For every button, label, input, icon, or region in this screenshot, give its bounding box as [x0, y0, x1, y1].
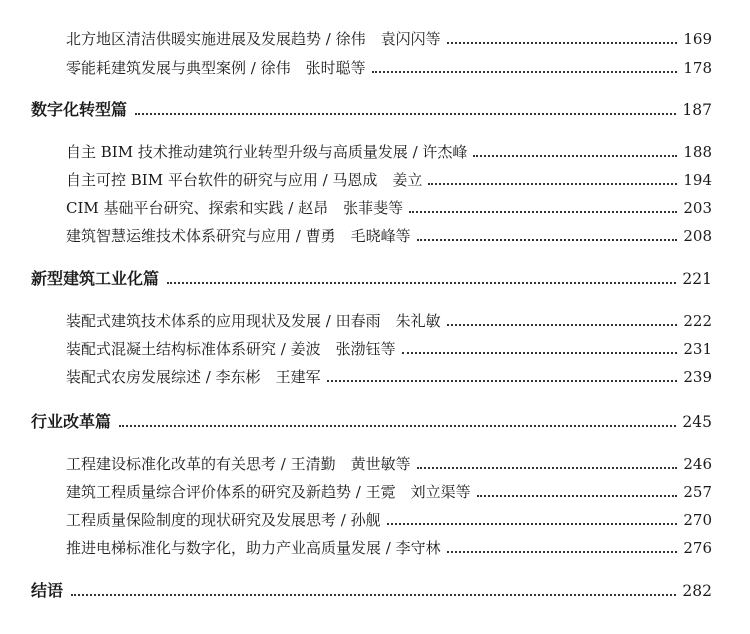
dot-leader	[167, 282, 676, 284]
dot-leader	[428, 183, 677, 185]
toc-page-number: 208	[683, 227, 712, 245]
dot-leader	[447, 42, 678, 44]
toc-page-number: 203	[683, 199, 712, 217]
dot-leader	[447, 551, 678, 553]
toc-entry	[66, 541, 712, 556]
toc-section-title: 行业改革篇	[31, 412, 112, 431]
dot-leader	[409, 211, 677, 213]
toc-entry	[66, 229, 712, 244]
toc-section-title: 结语	[31, 581, 64, 600]
dot-leader	[402, 352, 678, 354]
toc-page-number: 194	[683, 171, 712, 189]
toc-entry	[66, 173, 712, 188]
toc-entry-title: 建筑智慧运维技术体系研究与应用 / 曹勇 毛晓峰等	[66, 227, 411, 245]
toc-entry	[66, 485, 712, 500]
dot-leader	[71, 594, 676, 596]
toc-entry-title: 零能耗建筑发展与典型案例 / 徐伟 张时聪等	[66, 59, 366, 77]
toc-page-number: 246	[683, 455, 712, 473]
dot-leader	[119, 425, 676, 427]
toc-page-number: 222	[683, 312, 712, 330]
toc-section	[31, 102, 712, 118]
dot-leader	[135, 113, 676, 115]
toc-page-number: 282	[682, 581, 712, 600]
toc-page-number: 178	[683, 59, 712, 77]
toc-page-number: 188	[683, 143, 712, 161]
toc-entry-title: CIM 基础平台研究、探索和实践 / 赵昂 张菲斐等	[66, 199, 404, 217]
toc-entry-title: 工程建设标准化改革的有关思考 / 王清勤 黄世敏等	[66, 455, 411, 473]
dot-leader	[473, 155, 677, 157]
toc-entry-title: 装配式混凝土结构标准体系研究 / 姜波 张渤钰等	[66, 340, 396, 358]
toc-entry-title: 自主可控 BIM 平台软件的研究与应用 / 马恩成 姜立	[66, 171, 423, 189]
toc-page-number: 169	[683, 30, 712, 48]
toc-entry	[66, 370, 712, 385]
toc-entry-title: 装配式农房发展综述 / 李东彬 王建军	[66, 368, 321, 386]
toc-entry-title: 推进电梯标准化与数字化，助力产业高质量发展 / 李守林	[66, 539, 441, 557]
toc-section	[31, 583, 712, 599]
dot-leader	[387, 523, 678, 525]
toc-section-title: 新型建筑工业化篇	[31, 269, 160, 288]
toc-page-number: 270	[683, 511, 712, 529]
dot-leader	[327, 380, 678, 382]
toc-page-number: 231	[683, 340, 712, 358]
toc-entry	[66, 32, 712, 47]
dot-leader	[417, 467, 678, 469]
toc-page-number: 239	[683, 368, 712, 386]
toc-section-title: 数字化转型篇	[31, 100, 128, 119]
toc-entry-title: 建筑工程质量综合评价体系的研究及新趋势 / 王霓 刘立渠等	[66, 483, 471, 501]
dot-leader	[372, 71, 678, 73]
toc-entry	[66, 61, 712, 76]
dot-leader	[417, 239, 678, 241]
toc-entry-title: 工程质量保险制度的现状研究及发展思考 / 孙舰	[66, 511, 381, 529]
toc-section	[31, 414, 712, 430]
toc-page-number: 257	[683, 483, 712, 501]
toc-entry	[66, 314, 712, 329]
toc-entry-title: 北方地区清洁供暖实施进展及发展趋势 / 徐伟 袁闪闪等	[66, 30, 441, 48]
toc-page-number: 276	[683, 539, 712, 557]
toc-entry-title: 装配式建筑技术体系的应用现状及发展 / 田春雨 朱礼敏	[66, 312, 441, 330]
dot-leader	[447, 324, 678, 326]
toc-page-number: 245	[682, 412, 712, 431]
toc-page-number: 221	[682, 269, 712, 288]
toc-section	[31, 271, 712, 287]
toc-entry	[66, 342, 712, 357]
toc-entry	[66, 457, 712, 472]
toc-entry-title: 自主 BIM 技术推动建筑行业转型升级与高质量发展 / 许杰峰	[66, 143, 468, 161]
dot-leader	[477, 495, 678, 497]
toc-entry	[66, 145, 712, 160]
toc-entry	[66, 513, 712, 528]
toc-entry	[66, 201, 712, 216]
toc-page-number: 187	[682, 100, 712, 119]
